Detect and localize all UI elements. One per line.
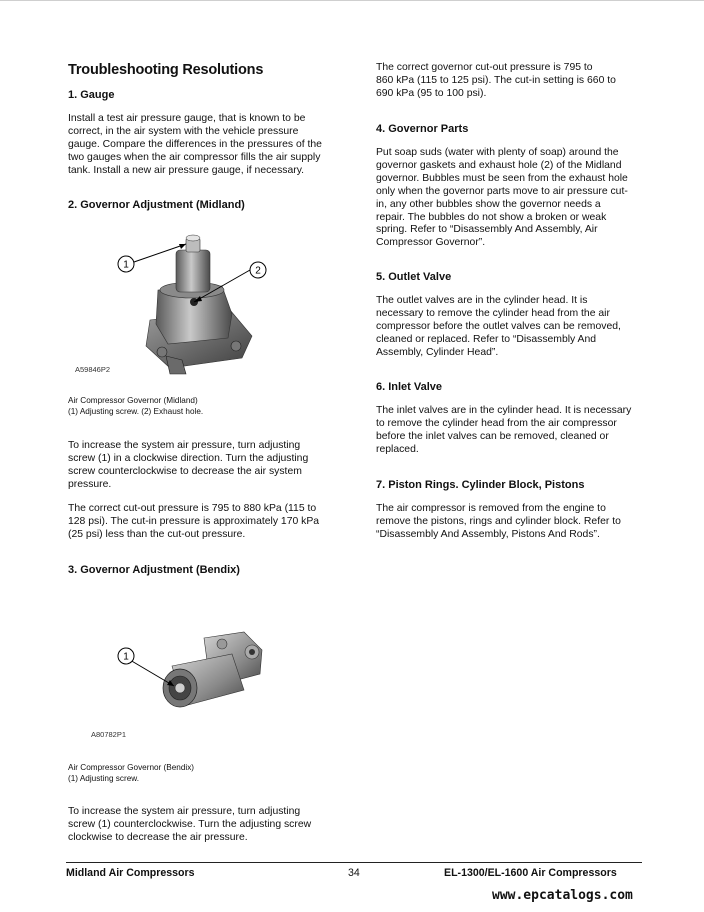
paragraph-governor-parts: Put soap suds (water with plenty of soap) around the governor gaskets and exhaust hole (2) of the Midland governor. Bubbles must be seen from the exhaust hole only when the governor parts move to air pressure cut- in, any other bubbles show the governor needs a repair. The bubbles do not show a broken or weak spring. Refer to “Disassembly And Assembly, Air Compressor Governor”. xyxy=(376,147,628,249)
heading-inlet-valve: 6. Inlet Valve xyxy=(376,381,443,393)
paragraph-midland-adjust: To increase the system air pressure, turn adjusting screw (1) in a clockwise direction. Turn the adjusting screw counterclockwise to decrease the air system pressure. xyxy=(68,440,309,490)
paragraph-midland-pressure: The correct cut-out pressure is 795 to 880 kPa (115 to 128 psi). The cut-in pressure is approximately 170 kPa (25 psi) less than the cut-out pressure. xyxy=(68,503,320,540)
page-title: Troubleshooting Resolutions xyxy=(68,62,264,78)
heading-piston-rings: 7. Piston Rings. Cylinder Block, Pistons xyxy=(376,479,585,491)
paragraph-governor-pressure: The correct governor cut-out pressure is 795 to 860 kPa (115 to 125 psi). The cut-in setting is 660 to 690 kPa (95 to 100 psi). xyxy=(376,62,616,99)
heading-governor-parts: 4. Governor Parts xyxy=(376,123,469,135)
heading-governor-midland: 2. Governor Adjustment (Midland) xyxy=(68,199,245,211)
heading-governor-bendix: 3. Governor Adjustment (Bendix) xyxy=(68,564,240,576)
footer-left: Midland Air Compressors xyxy=(66,867,195,879)
callout-2: 2 xyxy=(255,265,261,277)
paragraph-gauge: Install a test air pressure gauge, that is known to be correct, in the air system with the vehicle pressure gauge. Compare the differences in the pressures of the two gauges when the air compressor fills the air supply tank. Install a new air pressure gauge, if necessary. xyxy=(68,113,322,176)
callout-1-bendix: 1 xyxy=(123,651,129,663)
watermark: www.epcatalogs.com xyxy=(492,888,633,903)
figure-ref-midland: A59846P2 xyxy=(75,365,111,374)
paragraph-bendix-adjust: To increase the system air pressure, turn adjusting screw (1) counterclockwise. Turn the adjusting screw clockwise to decrease the air pressure. xyxy=(68,806,312,843)
caption-bendix: Air Compressor Governor (Bendix) (1) Adjusting screw. xyxy=(68,763,195,783)
paragraph-piston-rings: The air compressor is removed from the engine to remove the pistons, rings and cylinder block. Refer to “Disassembly And Assembly, Pistons And Rods”. xyxy=(376,503,621,540)
paragraph-outlet-valve: The outlet valves are in the cylinder head. It is necessary to remove the cylinder head from the air compressor before the outlet valves can be removed, cleaned or replaced. Refer to “Disassembly And Assembly, Cylinder Head”. xyxy=(376,295,621,358)
midland-governor-figure xyxy=(110,228,280,378)
figure-ref-bendix: A80782P1 xyxy=(91,730,127,739)
heading-gauge: 1. Gauge xyxy=(68,89,115,101)
paragraph-inlet-valve: The inlet valves are in the cylinder head. It is necessary to remove the cylinder head from the air compressor before the inlet valves can be removed, cleaned or replaced. xyxy=(376,405,632,455)
top-border xyxy=(0,0,704,1)
page-number: 34 xyxy=(348,867,360,879)
caption-midland: Air Compressor Governor (Midland) (1) Adjusting screw. (2) Exhaust hole. xyxy=(68,396,204,416)
heading-outlet-valve: 5. Outlet Valve xyxy=(376,271,452,283)
callout-1: 1 xyxy=(123,259,129,271)
footer-rule xyxy=(66,862,642,863)
footer-right: EL-1300/EL-1600 Air Compressors xyxy=(444,867,617,879)
bendix-governor-figure xyxy=(112,628,272,724)
